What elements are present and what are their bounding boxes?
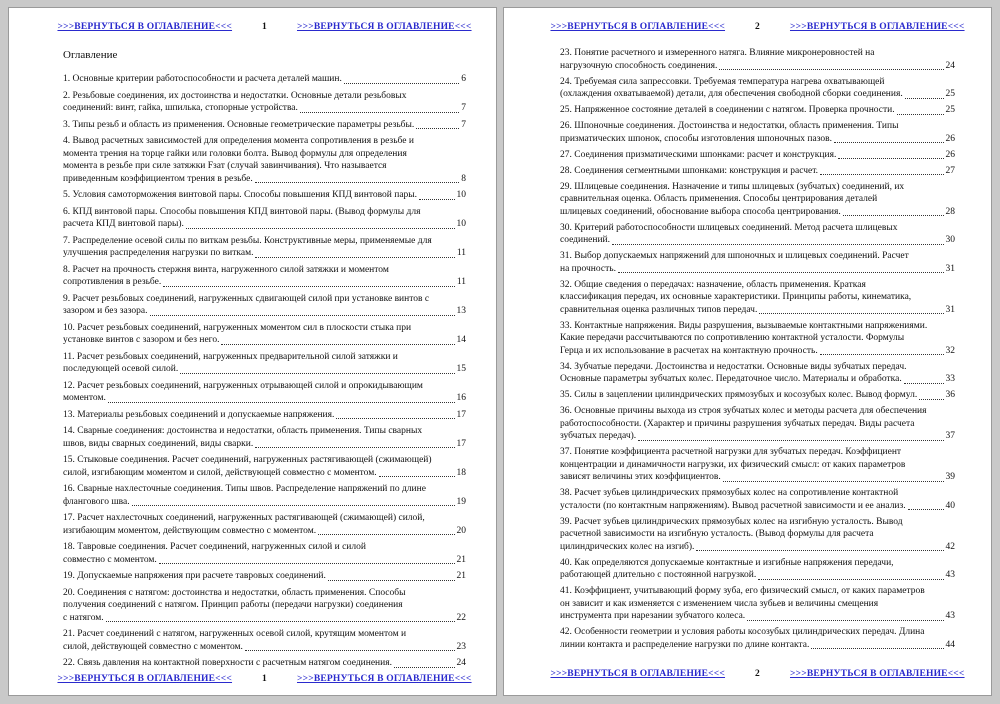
- toc-entry-text: сопротивления в резьбе.: [63, 277, 162, 287]
- toc-entry-text: 2. Резьбовые соединения, их достоинства и недостатки. Основные детали резьбовых: [63, 90, 407, 101]
- toc-entry: [560, 76, 955, 101]
- leader-dots: [758, 579, 943, 580]
- leader-dots: [180, 373, 454, 374]
- toc-entry-text: последующей осевой силой.: [63, 364, 179, 374]
- toc-entry-text: зазором и без зазора.: [63, 306, 148, 316]
- toc-entry: [63, 570, 466, 583]
- toc-entry-text: зависят величины этих коэффициентов.: [560, 472, 721, 482]
- toc-entry: [63, 512, 466, 537]
- toc-entry-text: 12. Расчет резьбовых соединений, нагруженных отрывающей силой и опрокидывающим: [63, 380, 423, 391]
- toc-entry-list: [560, 47, 955, 655]
- leader-dots: [379, 476, 455, 477]
- toc-entry-text: сравнительная оценка. Область применения. Способы центрирования деталей: [560, 194, 878, 204]
- toc-entry-text: расчета КПД винтовой пары).: [63, 219, 184, 229]
- toc-entry-text: момента трения на торце гайки или головки болта. Вывод формулы для определения: [63, 148, 407, 159]
- toc-entry-text: 5. Условия самоторможения винтовой пары. Способы повышения КПД винтовой пары.: [63, 190, 418, 200]
- toc-page-number: 26: [945, 149, 955, 160]
- toc-entry: [63, 119, 466, 132]
- toc-entry-text: 8. Расчет на прочность стержня винта, нагруженного силой затяжки и моментом: [63, 264, 389, 275]
- toc-entry: [560, 557, 955, 582]
- leader-dots: [416, 128, 459, 129]
- toc-entry-text: Герца и их использование в расчетах на контактную прочность.: [560, 345, 818, 356]
- toc-entry-text: изгибающим моментом, действующим совместно с моментом.: [63, 525, 317, 536]
- toc-entry-text: флангового шва.: [63, 496, 130, 507]
- toc-page-number: 26: [945, 133, 955, 144]
- toc-entry: [63, 73, 466, 86]
- leader-dots: [843, 215, 944, 216]
- leader-dots: [163, 286, 455, 287]
- leader-dots: [834, 142, 944, 143]
- toc-entry-text: 25. Напряженное состояние деталей в соединении с натягом. Проверка прочности.: [560, 105, 895, 115]
- leader-dots: [344, 83, 459, 84]
- toc-page-number: 8: [461, 173, 466, 184]
- toc-header: [550, 22, 965, 32]
- toc-entry: [63, 409, 466, 422]
- toc-heading: Оглавление: [63, 49, 118, 61]
- leader-dots: [245, 650, 455, 651]
- toc-entry-text: 29. Шлицевые соединения. Назначение и типы шлицевых (зубчатых) соединений, их: [560, 181, 905, 192]
- toc-header: [57, 22, 472, 32]
- leader-dots: [919, 399, 943, 400]
- toc-entry-text: работоспособности. (Характер и причины разрушения зубчатых передач. Виды расчета: [560, 418, 915, 429]
- leader-dots: [394, 667, 455, 668]
- toc-entry-text: классификация передач, их основные характеристики. Принципы работы, кинематика,: [560, 292, 912, 302]
- toc-entry-text: 42. Особенности геометрии и условия работы косозубых цилиндрических передач. Длина: [560, 627, 925, 637]
- toc-entry-text: шлицевых соединений, обоснование выбора способа центрирования.: [560, 206, 841, 217]
- toc-entry-text: 13. Материалы резьбовых соединений и допускаемые напряжения.: [63, 409, 335, 420]
- toc-entry: [560, 250, 955, 275]
- toc-entry-text: 26. Шпоночные соединения. Достоинства и недостатки, область применения. Типы: [560, 121, 899, 131]
- toc-entry-text: соединений.: [560, 235, 611, 245]
- toc-entry-text: 31. Выбор допускаемых напряжений для шпоночных и шлицевых соединений. Расчет: [560, 251, 909, 261]
- toc-page-number: 24: [945, 60, 955, 71]
- toc-page-number: 23: [456, 641, 466, 652]
- toc-entry-text: совместно с моментом.: [63, 554, 157, 565]
- toc-entry: [63, 587, 466, 625]
- toc-page-number: 21: [456, 571, 466, 581]
- toc-entry-text: цилиндрических колес на изгиб).: [560, 541, 695, 552]
- leader-dots: [904, 383, 944, 384]
- toc-entry-text: усталости (по контактным напряжениям). Вывод расчетной зависимости и ее анализ.: [560, 500, 906, 511]
- toc-entry-text: 15. Стыковые соединения. Расчет соединений, нагруженных растягивающей (сжимающей): [63, 455, 432, 465]
- leader-dots: [747, 620, 943, 621]
- toc-entry-text: на прочность.: [560, 263, 616, 274]
- toc-entry-text: нагрузочную способность соединения.: [560, 60, 718, 71]
- toc-entry: [560, 389, 955, 402]
- toc-page-number: 13: [456, 306, 466, 316]
- toc-entry-text: момента в резьбе при силе затяжки Fзат (случай завинчивания). Что называется: [63, 161, 387, 171]
- leader-dots: [908, 509, 944, 510]
- page-number-indicator: 2: [755, 22, 760, 32]
- leader-dots: [759, 313, 943, 314]
- toc-entry: [63, 264, 466, 289]
- toc-entry-text: 40. Как определяются допускаемые контактные и изгибные напряжения передачи,: [560, 557, 894, 568]
- toc-page-number: 10: [456, 219, 466, 229]
- toc-page-number: 7: [461, 119, 466, 130]
- toc-page-number: 37: [945, 431, 955, 441]
- return-to-toc-link[interactable]: >>>ВЕРНУТЬСЯ В ОГЛАВЛЕНИЕ<<<: [57, 673, 233, 684]
- toc-page-number: 22: [456, 612, 466, 623]
- toc-entry-text: призматических шпонок, способы изготовления шпоночных пазов.: [560, 133, 832, 144]
- toc-entry-text: расчетной зависимости на изгибную усталость. (Вывод формулы для расчета: [560, 529, 874, 539]
- return-to-toc-link[interactable]: >>>ВЕРНУТЬСЯ В ОГЛАВЛЕНИЕ<<<: [296, 22, 472, 32]
- toc-page-number: 20: [456, 525, 466, 536]
- leader-dots: [905, 98, 944, 99]
- toc-page-number: 25: [945, 105, 955, 115]
- toc-entry-text: 39. Расчет зубьев цилиндрических прямозубых колес на изгибную усталость. Вывод: [560, 516, 903, 527]
- toc-entry-text: 11. Расчет резьбовых соединений, нагруженных предварительной силой затяжки и: [63, 351, 398, 362]
- leader-dots: [300, 112, 459, 113]
- toc-footer: [550, 669, 965, 681]
- leader-dots: [696, 550, 943, 551]
- toc-entry-text: Основные параметры зубчатых колес. Передаточное число. Материалы и обработка.: [560, 374, 902, 384]
- toc-entry-text: Какие передачи рассчитываются по сопротивлению контактной усталости. Формулы: [560, 333, 905, 343]
- toc-entry-text: 17. Расчет нахлесточных соединений, нагруженных растягивающей (сжимающей) силой,: [63, 513, 425, 523]
- toc-page-number: 33: [945, 374, 955, 384]
- toc-entry: [560, 181, 955, 219]
- toc-entry: [63, 235, 466, 260]
- leader-dots: [838, 158, 943, 159]
- toc-entry-text: 7. Распределение осевой силы по виткам резьбы. Конструктивные меры, применяемые для: [63, 235, 432, 246]
- toc-page-number: 21: [456, 554, 466, 565]
- toc-page-number: 32: [945, 345, 955, 356]
- toc-entry: [560, 361, 955, 386]
- toc-entry-text: 14. Сварные соединения: достоинства и недостатки, область применения. Типы сварных: [63, 426, 423, 436]
- page-number-indicator: 2: [755, 669, 760, 679]
- leader-dots: [221, 344, 454, 345]
- toc-page-number: 31: [945, 304, 955, 315]
- toc-page-number: 17: [456, 438, 466, 449]
- toc-entry: [560, 585, 955, 623]
- toc-page-number: 25: [945, 89, 955, 99]
- toc-entry-text: 3. Типы резьб и область из применения. Основные геометрические параметры резьбы.: [63, 119, 415, 130]
- toc-entry: [63, 293, 466, 318]
- toc-page-number: 10: [456, 190, 466, 200]
- leader-dots: [723, 481, 944, 482]
- toc-page-number: 6: [461, 74, 466, 84]
- toc-entry-text: линии контакта и распределение нагрузки по длине контакта.: [560, 639, 810, 650]
- toc-entry-text: 19. Допускаемые напряжения при расчете тавровых соединений.: [63, 571, 326, 581]
- toc-page-number: 42: [945, 541, 955, 552]
- toc-entry: [560, 516, 955, 554]
- toc-entry-text: концентрации и динамичности нагрузки, их физический смысл: от каких параметров: [560, 459, 906, 470]
- toc-page-number: 18: [456, 467, 466, 478]
- toc-page-number: 31: [945, 263, 955, 274]
- toc-entry: [63, 189, 466, 202]
- return-to-toc-link[interactable]: >>>ВЕРНУТЬСЯ В ОГЛАВЛЕНИЕ<<<: [296, 673, 472, 684]
- toc-entry: [560, 47, 955, 72]
- toc-page-number: 24: [456, 658, 466, 668]
- toc-entry: [63, 425, 466, 450]
- toc-entry: [63, 483, 466, 508]
- toc-entry: [560, 320, 955, 358]
- toc-entry: [560, 120, 955, 145]
- toc-entry-text: 37. Понятие коэффициента расчетной нагрузки для зубчатых передач. Коэффициент: [560, 447, 902, 457]
- toc-entry: [63, 322, 466, 347]
- page-2: [503, 7, 992, 696]
- toc-entry: [63, 206, 466, 231]
- leader-dots: [108, 402, 455, 403]
- leader-dots: [897, 114, 944, 115]
- toc-entry: [560, 165, 955, 178]
- toc-entry-text: 4. Вывод расчетных зависимостей для определения момента сопротивления в резьбе и: [63, 136, 414, 146]
- toc-entry-text: инструмента при нарезании зубчатого колеса.: [560, 611, 746, 621]
- toc-entry-text: 24. Требуемая сила запрессовки. Требуемая температура нагрева охватывающей: [560, 76, 885, 87]
- toc-entry: [63, 351, 466, 376]
- toc-entry-text: силой, действующей совместно с моментом.: [63, 641, 243, 652]
- toc-entry-list: [63, 73, 466, 674]
- toc-entry-text: 38. Расчет зубьев цилиндрических прямозубых колес на сопротивление контактной: [560, 488, 899, 498]
- toc-entry: [63, 657, 466, 670]
- toc-entry: [560, 446, 955, 484]
- toc-entry-text: 16. Сварные нахлесточные соединения. Типы швов. Распределение напряжений по длине: [63, 484, 426, 494]
- page-number-indicator: 1: [262, 673, 267, 684]
- toc-entry-text: 30. Критерий работоспособности шлицевых соединений. Метод расчета шлицевых: [560, 222, 898, 233]
- toc-page-number: 11: [456, 248, 466, 258]
- toc-entry-text: улучшения распределения нагрузки по виткам.: [63, 248, 254, 258]
- toc-entry-text: 10. Расчет резьбовых соединений, нагруженных моментом сил в плоскости стыка при: [63, 322, 412, 333]
- toc-entry: [560, 279, 955, 317]
- toc-entry-text: он зависит и как изменяется с изменением числа зубьев и величины смещения: [560, 598, 879, 609]
- toc-page-number: 30: [945, 235, 955, 245]
- toc-entry: [63, 454, 466, 479]
- toc-entry-text: моментом.: [63, 393, 106, 403]
- toc-entry-text: 32. Общие сведения о передачах: назначение, область применения. Краткая: [560, 279, 866, 290]
- return-to-toc-link[interactable]: >>>ВЕРНУТЬСЯ В ОГЛАВЛЕНИЕ<<<: [550, 669, 726, 679]
- toc-page-number: 11: [456, 277, 466, 287]
- toc-entry-text: установке винтов с зазором и без него.: [63, 335, 220, 345]
- toc-page-number: 39: [945, 472, 955, 482]
- toc-entry-text: 9. Расчет резьбовых соединений, нагруженных сдвигающей силой при установке винтов с: [63, 293, 430, 304]
- leader-dots: [318, 534, 454, 535]
- toc-entry-text: 21. Расчет соединений с натягом, нагруженных осевой силой, крутящим моментом и: [63, 629, 407, 639]
- toc-entry-text: 20. Соединения с натягом: достоинства и недостатки, область применения. Способы: [63, 587, 406, 598]
- toc-entry-text: соединений: винт, гайка, шпилька, стопорные устройства.: [63, 103, 298, 113]
- toc-entry: [560, 104, 955, 117]
- toc-entry-text: 22. Связь давления на контактной поверхности с расчетным натягом соединения.: [63, 658, 392, 668]
- leader-dots: [638, 440, 943, 441]
- toc-page-number: 16: [456, 393, 466, 403]
- toc-entry-text: 41. Коэффициент, учитывающий форму зуба, его физический смысл, от каких параметров: [560, 586, 925, 596]
- toc-entry-text: (охлаждения охватываемой) детали, для обеспечения свободной сборки соединения.: [560, 89, 903, 99]
- toc-entry-text: 35. Силы в зацеплении цилиндрических прямозубых и косозубых колес. Вывод формул.: [560, 390, 918, 400]
- toc-entry: [560, 405, 955, 443]
- return-to-toc-link[interactable]: >>>ВЕРНУТЬСЯ В ОГЛАВЛЕНИЕ<<<: [57, 22, 233, 32]
- toc-page-number: 44: [945, 639, 955, 650]
- toc-page-number: 36: [945, 390, 955, 400]
- leader-dots: [820, 174, 943, 175]
- toc-entry-text: 28. Соединения сегментными шпонками: конструкция и расчет.: [560, 165, 819, 176]
- leader-dots: [159, 563, 455, 564]
- toc-entry-text: приведенным коэффициентом трения в резьбе.: [63, 173, 253, 184]
- leader-dots: [419, 199, 454, 200]
- toc-entry-text: 36. Основные причины выхода из строя зубчатых колес и методы расчета для обеспечения: [560, 406, 927, 416]
- toc-entry: [560, 487, 955, 512]
- toc-entry: [63, 628, 466, 653]
- toc-entry-text: 34. Зубчатые передачи. Достоинства и недостатки. Основные виды зубчатых передач.: [560, 361, 907, 372]
- toc-page-number: 15: [456, 364, 466, 374]
- toc-entry-text: 27. Соединения призматическими шпонками: расчет и конструкция.: [560, 149, 837, 160]
- leader-dots: [612, 244, 943, 245]
- toc-entry-text: 33. Контактные напряжения. Виды разрушения, вызываемые контактными напряжениями.: [560, 320, 928, 331]
- toc-entry-text: работающей длительно с постоянной нагрузкой.: [560, 570, 757, 580]
- toc-page-number: 43: [945, 570, 955, 580]
- page-number-indicator: 1: [262, 22, 267, 32]
- leader-dots: [811, 648, 943, 649]
- toc-page-number: 7: [461, 103, 466, 113]
- toc-entry: [63, 135, 466, 185]
- return-to-toc-link[interactable]: >>>ВЕРНУТЬСЯ В ОГЛАВЛЕНИЕ<<<: [550, 22, 726, 32]
- toc-entry: [63, 90, 466, 115]
- toc-entry-text: 23. Понятие расчетного и измеренного натяга. Влияние микронеровностей на: [560, 48, 875, 58]
- toc-entry-text: с натягом.: [63, 612, 104, 623]
- toc-entry-text: сравнительная оценка различных типов передач.: [560, 304, 758, 315]
- toc-entry: [560, 626, 955, 651]
- leader-dots: [132, 505, 455, 506]
- toc-entry-text: 6. КПД винтовой пары. Способы повышения КПД винтовой пары. (Вывод формулы для: [63, 206, 421, 217]
- toc-page-number: 28: [945, 206, 955, 217]
- toc-entry-text: силой, изгибающим моментом и силой, действующей совместно с моментом.: [63, 467, 377, 478]
- toc-entry-text: 18. Тавровые соединения. Расчет соединений, нагруженных силой и силой: [63, 542, 366, 552]
- return-to-toc-link[interactable]: >>>ВЕРНУТЬСЯ В ОГЛАВЛЕНИЕ<<<: [789, 22, 965, 32]
- toc-entry: [560, 149, 955, 162]
- leader-dots: [255, 257, 454, 258]
- toc-entry-text: зубчатых передач).: [560, 431, 637, 441]
- toc-entry-text: 1. Основные критерии работоспособности и расчета деталей машин.: [63, 74, 342, 84]
- toc-page-number: 17: [456, 409, 466, 420]
- return-to-toc-link[interactable]: >>>ВЕРНУТЬСЯ В ОГЛАВЛЕНИЕ<<<: [789, 669, 965, 679]
- page-1: [8, 7, 497, 696]
- toc-entry: [63, 380, 466, 405]
- toc-page-number: 14: [456, 335, 466, 345]
- leader-dots: [106, 621, 455, 622]
- leader-dots: [255, 447, 454, 448]
- leader-dots: [719, 69, 943, 70]
- leader-dots: [186, 228, 455, 229]
- toc-page-number: 43: [945, 611, 955, 621]
- toc-page-number: 27: [945, 165, 955, 176]
- leader-dots: [820, 354, 944, 355]
- toc-footer: [57, 673, 472, 686]
- toc-entry-text: швов, виды сварных соединений, виды сварки.: [63, 438, 254, 449]
- toc-page-number: 19: [456, 496, 466, 507]
- leader-dots: [255, 182, 460, 183]
- leader-dots: [150, 315, 455, 316]
- leader-dots: [336, 418, 454, 419]
- toc-entry: [560, 222, 955, 247]
- leader-dots: [618, 272, 944, 273]
- toc-entry: [63, 541, 466, 566]
- leader-dots: [328, 580, 455, 581]
- toc-entry-text: получения соединений с натягом. Принцип работы (передачи нагрузки) соединения: [63, 600, 403, 610]
- toc-page-number: 40: [945, 500, 955, 511]
